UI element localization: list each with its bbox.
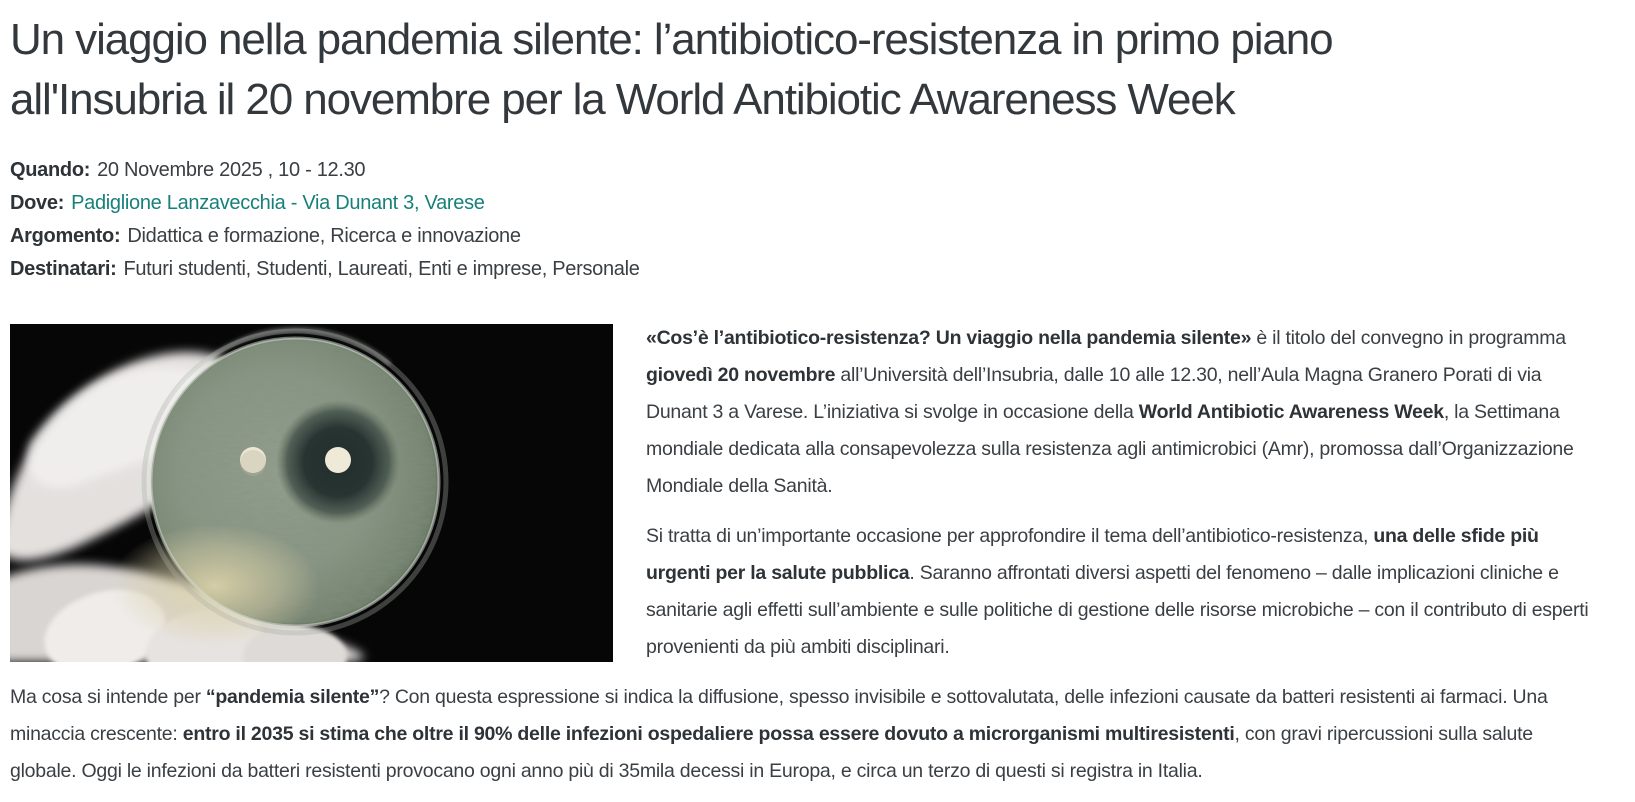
- meta-value-argomento: Didattica e formazione, Ricerca e innovazione: [127, 225, 521, 247]
- page-title-line-1: Un viaggio nella pandemia silente: l’antibiotico-resistenza in primo piano: [10, 15, 1333, 64]
- antibiotic-disk-right: [325, 447, 351, 473]
- paragraph-3: Ma cosa si intende per “pandemia silente”? Con questa espressione si indica la diffusione, spesso invisibile e sottovalutata, delle infezioni causate da batteri resistenti ai farmaci. Una minaccia crescente: entro il 2035 si stima che oltre il 90% delle infezioni ospedaliere possa essere dovuto a microrganismi multiresistenti, con gravi ripercussioni sulla salute globale. Oggi le infezioni da batteri resistenti provocano ogni anno più di 35mila decessi in Europa, e circa un terzo di questi si registra in Italia.: [10, 686, 1548, 782]
- petri-dish-illustration: [10, 324, 613, 662]
- page-title: [10, 10, 1601, 130]
- article-body: [10, 320, 1601, 790]
- antibiotic-disk-left-shade: [240, 450, 266, 476]
- dish-glove-glow: [110, 524, 320, 648]
- page-title-line-2: all'Insubria il 20 novembre per la World Antibiotic Awareness Week: [10, 75, 1235, 124]
- meta-label-quando: Quando:: [10, 159, 91, 181]
- meta-label-dove: Dove:: [10, 192, 65, 214]
- meta-label-destinatari: Destinatari:: [10, 258, 117, 280]
- meta-row-quando: [10, 154, 1601, 187]
- meta-value-quando: 20 Novembre 2025 , 10 - 12.30: [97, 159, 366, 181]
- meta-row-dove: [10, 187, 1601, 220]
- meta-label-argomento: Argomento:: [10, 225, 121, 247]
- event-photo-petri-dish: [10, 324, 613, 662]
- event-meta: [10, 154, 1601, 286]
- paragraph-1: «Cos’è l’antibiotico-resistenza? Un viaggio nella pandemia silente» è il titolo del convegno in programma giovedì 20 novembre all’Università dell’Insubria, dalle 10 alle 12.30, nell’Aula Magna Granero Porati di via Dunant 3 a Varese. L’iniziativa si svolge in occasione della World Antibiotic Awareness Week, la Settimana mondiale dedicata alla consapevolezza sulla resistenza agli antimicrobici (Amr), promossa dall’Organizzazione Mondiale della Sanità.: [646, 327, 1574, 497]
- meta-value-destinatari: Futuri studenti, Studenti, Laureati, Enti e imprese, Personale: [123, 258, 640, 280]
- paragraph-2: Si tratta di un’importante occasione per approfondire il tema dell’antibiotico-resistenza, una delle sfide più urgenti per la salute pubblica. Saranno affrontati diversi aspetti del fenomeno – dalle implicazioni cliniche e sanitarie agli effetti sull’ambiente e sulle politiche di gestione delle risorse microbiche – con il contributo di esperti provenienti da più ambiti disciplinari.: [646, 525, 1589, 658]
- meta-row-argomento: [10, 220, 1601, 253]
- meta-row-destinatari: [10, 253, 1601, 286]
- meta-link-dove[interactable]: Padiglione Lanzavecchia - Via Dunant 3, Varese: [71, 192, 485, 214]
